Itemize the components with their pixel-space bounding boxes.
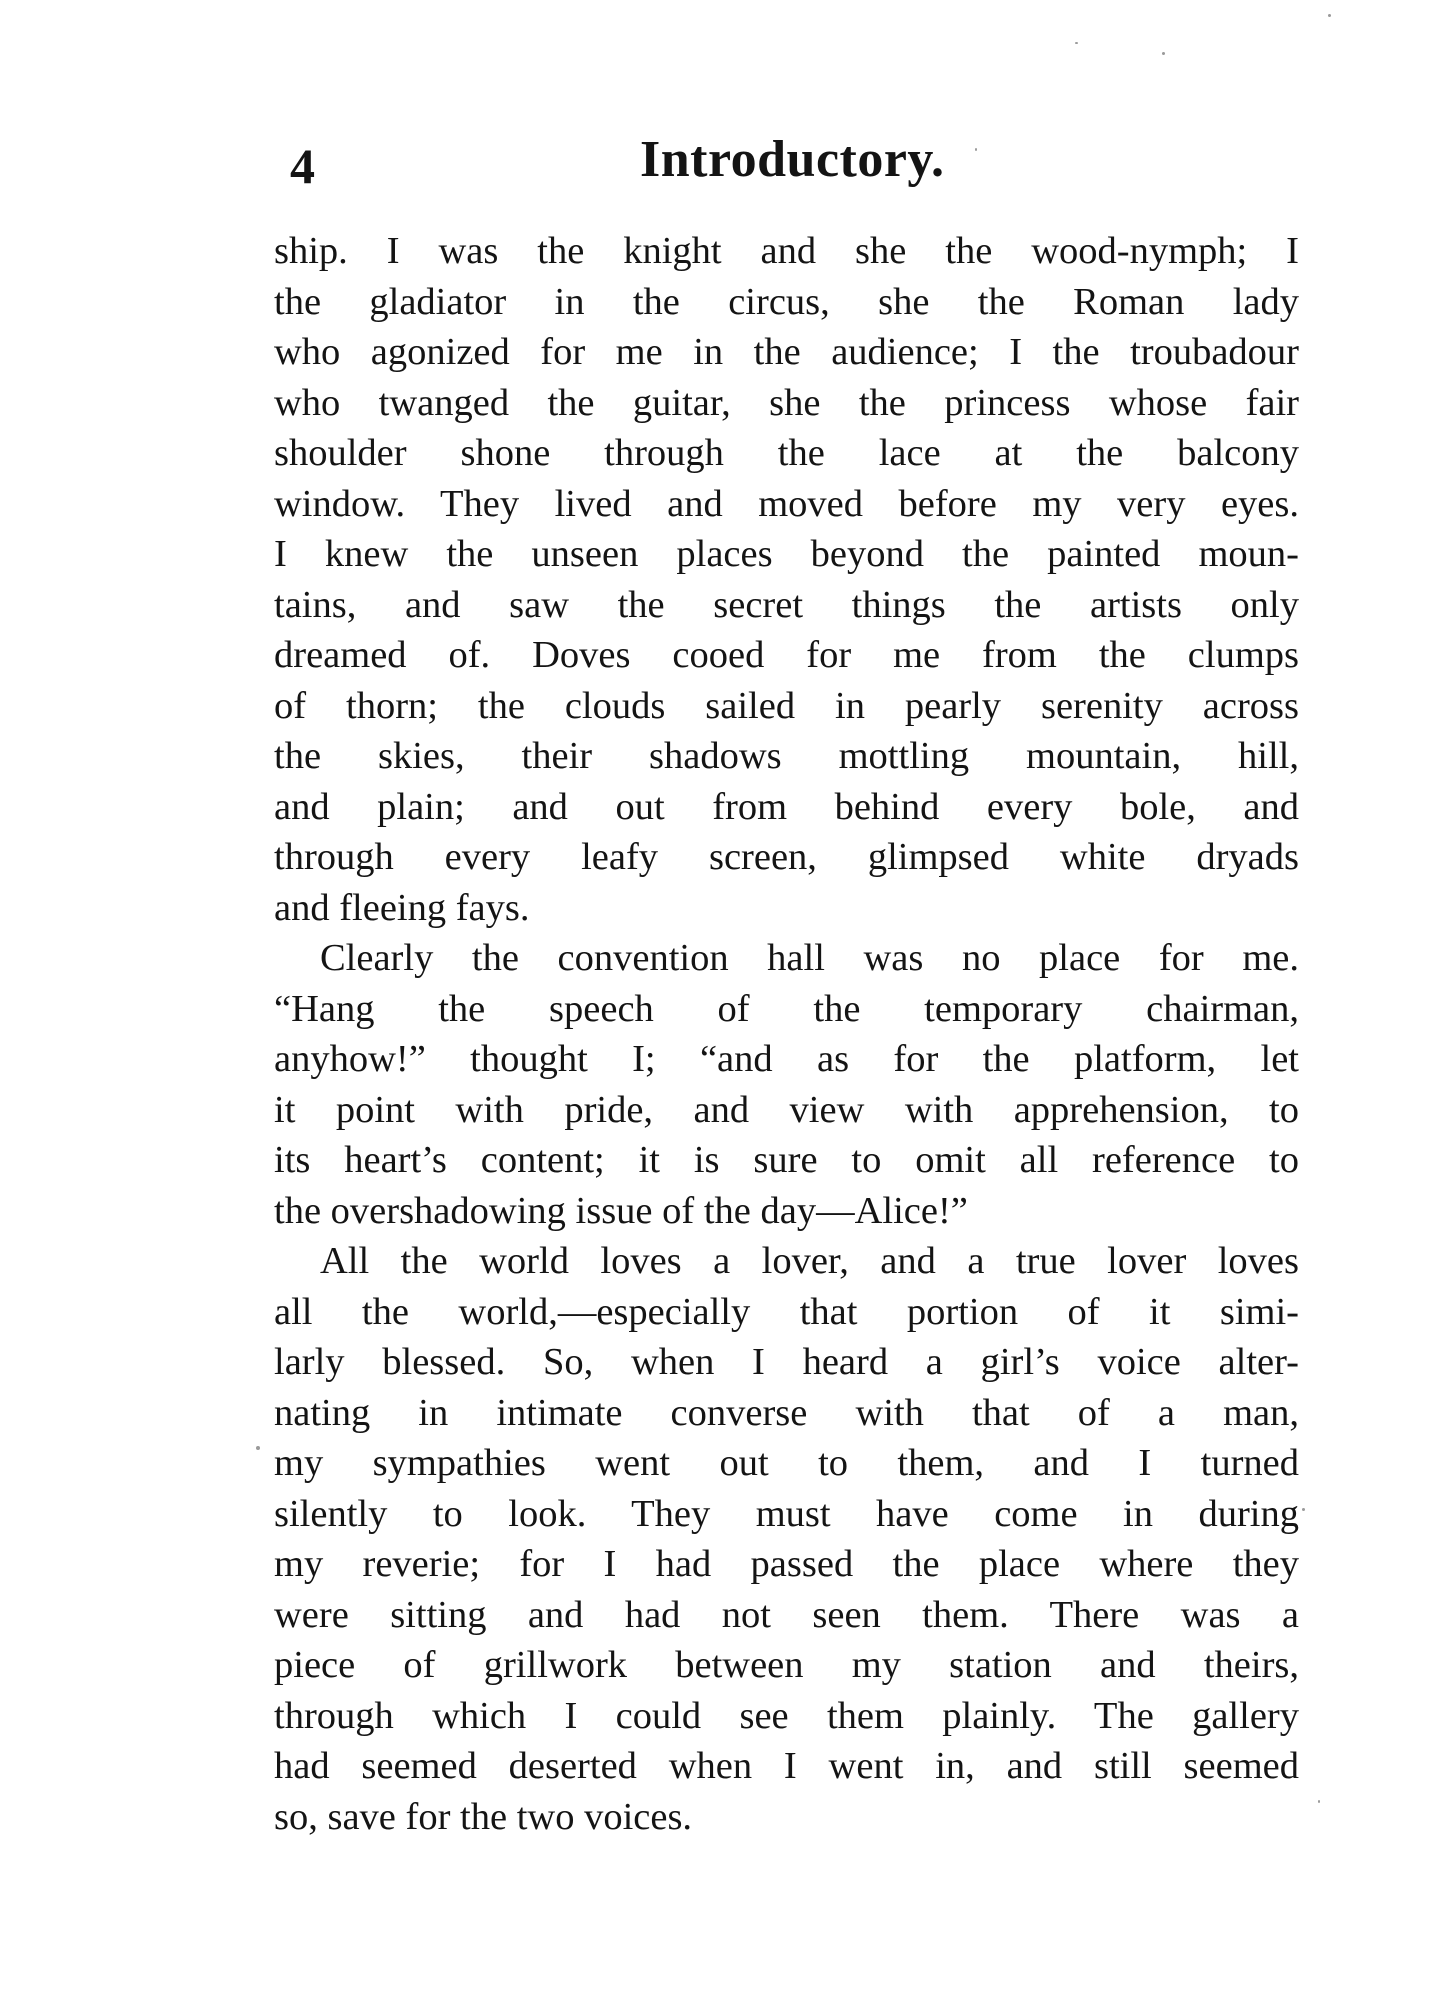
text-line: and fleeing fays. xyxy=(274,886,530,929)
text-line: who twanged the guitar, she the princess whose fair xyxy=(274,381,1299,424)
running-head xyxy=(285,128,1305,198)
text-line: tains, and saw the secret things the artists only xyxy=(274,583,1299,626)
text-line: nating in intimate converse with that of a man, xyxy=(274,1391,1299,1434)
text-line: were sitting and had not seen them. There was a xyxy=(274,1593,1299,1636)
paragraph-2 xyxy=(274,933,1299,1236)
text-line: larly blessed. So, when I heard a girl’s voice alter- xyxy=(274,1341,1299,1383)
text-line: piece of grillwork between my station and theirs, xyxy=(274,1644,1299,1686)
scan-speck xyxy=(1075,42,1078,44)
text-line: so, save for the two voices. xyxy=(274,1795,693,1838)
text-line: the skies, their shadows mottling mountain, hill, xyxy=(274,735,1299,777)
text-line: through which I could see them plainly. The gallery xyxy=(274,1694,1299,1737)
text-line: my sympathies went out to them, and I turned xyxy=(274,1442,1299,1484)
text-line: All the world loves a lover, and a true lover loves xyxy=(320,1240,1299,1282)
text-line: dreamed of. Doves cooed for me from the clumps xyxy=(274,634,1299,676)
text-line: window. They lived and moved before my very eyes. xyxy=(274,482,1299,525)
text-line: shoulder shone through the lace at the balcony xyxy=(274,432,1299,474)
text-line: through every leafy screen, glimpsed white dryads xyxy=(274,836,1299,878)
paragraph-3 xyxy=(274,1236,1299,1842)
scan-speck xyxy=(256,1446,260,1450)
text-line: its heart’s content; it is sure to omit all reference to xyxy=(274,1139,1299,1181)
text-line: it point with pride, and view with apprehension, to xyxy=(274,1088,1299,1131)
text-line: “Hang the speech of the temporary chairman, xyxy=(274,987,1299,1030)
text-line: all the world,—especially that portion of it simi- xyxy=(274,1290,1299,1333)
text-line: silently to look. They must have come in during xyxy=(274,1492,1299,1535)
text-line: I knew the unseen places beyond the painted moun- xyxy=(274,533,1299,575)
text-line: the overshadowing issue of the day—Alice!” xyxy=(274,1189,968,1232)
text-line: my reverie; for I had passed the place where they xyxy=(274,1543,1299,1585)
scan-speck xyxy=(1162,52,1165,55)
text-line: Clearly the convention hall was no place for me. xyxy=(320,937,1299,979)
scan-speck xyxy=(1328,14,1331,17)
text-line: ship. I was the knight and she the wood-nymph; I xyxy=(274,230,1299,272)
chapter-title: Introductory. xyxy=(640,131,945,188)
text-line: and plain; and out from behind every bole, and xyxy=(274,785,1299,828)
body-text xyxy=(274,226,1299,1842)
text-line: of thorn; the clouds sailed in pearly serenity across xyxy=(274,684,1299,727)
scan-speck xyxy=(1318,1800,1320,1803)
text-line: had seemed deserted when I went in, and still seemed xyxy=(274,1745,1299,1787)
page-number: 4 xyxy=(290,138,315,194)
scan-speck xyxy=(975,148,977,151)
scan-speck xyxy=(1302,1508,1305,1511)
text-line: anyhow!” thought I; “and as for the platform, let xyxy=(274,1038,1299,1080)
paragraph-1 xyxy=(274,226,1299,933)
text-line: the gladiator in the circus, she the Roman lady xyxy=(274,280,1299,323)
text-line: who agonized for me in the audience; I the troubadour xyxy=(274,331,1299,373)
